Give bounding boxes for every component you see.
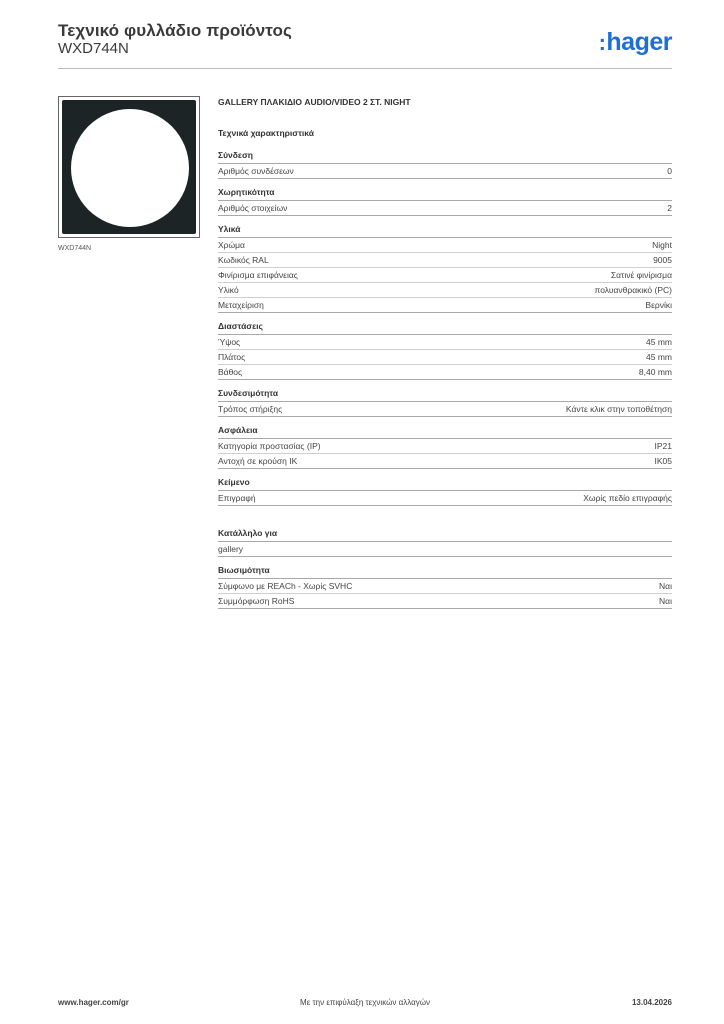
spec-label: Αριθμός στοιχείων <box>218 203 288 213</box>
logo-text: hager <box>606 28 672 56</box>
spec-row <box>218 238 672 253</box>
spec-group-title: Κείμενο <box>218 475 672 491</box>
spec-group-title: Χωρητικότητα <box>218 185 672 201</box>
spec-label: Επιγραφή <box>218 493 256 503</box>
spec-row <box>218 439 672 454</box>
document-title: Τεχνικό φυλλάδιο προϊόντος <box>58 21 292 40</box>
spec-label: Υλικό <box>218 285 239 295</box>
product-image <box>58 96 200 238</box>
spec-row <box>218 542 672 557</box>
spec-value: Κάντε κλικ στην τοποθέτηση <box>565 404 672 414</box>
section-heading: Τεχνικά χαρακτηριστικά <box>218 128 314 138</box>
spec-label: gallery <box>218 544 244 554</box>
footer-note: Με την επιφύλαξη τεχνικών αλλαγών <box>300 998 430 1007</box>
spec-value: IP21 <box>654 441 672 451</box>
spec-value: 45 mm <box>646 352 672 362</box>
spec-label: Κατηγορία προστασίας (IP) <box>218 441 321 451</box>
spec-group-title: Βιωσιμότητα <box>218 563 672 579</box>
spec-value: 0 <box>667 166 672 176</box>
spec-row <box>218 268 672 283</box>
spec-label: Βάθος <box>218 367 243 377</box>
spec-row <box>218 454 672 469</box>
spec-row <box>218 579 672 594</box>
spec-value: 2 <box>667 203 672 213</box>
logo-mark-icon: : <box>598 30 606 55</box>
spec-label: Αριθμός συνδέσεων <box>218 166 294 176</box>
hager-logo[interactable] <box>599 28 672 57</box>
plate-opening <box>71 109 189 227</box>
spec-row <box>218 164 672 179</box>
spec-group-title: Ασφάλεια <box>218 423 672 439</box>
spec-group-title: Διαστάσεις <box>218 319 672 335</box>
spec-row <box>218 594 672 609</box>
footer-url[interactable]: www.hager.com/gr <box>58 998 129 1007</box>
spec-row <box>218 335 672 350</box>
spec-label: Τρόπος στήριξης <box>218 404 283 414</box>
spec-value: IK05 <box>654 456 672 466</box>
spec-row <box>218 283 672 298</box>
spec-value: Βερνίκι <box>645 300 672 310</box>
header-divider <box>58 68 672 69</box>
spec-value: Σατινέ φινίρισμα <box>610 270 672 280</box>
spec-label: Πλάτος <box>218 352 246 362</box>
spec-row <box>218 365 672 380</box>
spec-row <box>218 350 672 365</box>
product-image-caption: WXD744N <box>58 245 92 252</box>
spec-value: 8,40 mm <box>638 367 672 377</box>
spec-content <box>218 96 672 609</box>
cover-plate <box>62 100 196 234</box>
spec-row <box>218 201 672 216</box>
spec-group-title: Υλικά <box>218 222 672 238</box>
spec-row <box>218 402 672 417</box>
spec-label: Μεταχείριση <box>218 300 264 310</box>
spec-value: 9005 <box>653 255 672 265</box>
spec-value: 45 mm <box>646 337 672 347</box>
spec-groups <box>218 148 672 609</box>
spec-group-title: Κατάλληλο για <box>218 526 672 542</box>
spec-row <box>218 253 672 268</box>
product-code: WXD744N <box>58 40 129 57</box>
footer-date: 13.04.2026 <box>631 998 672 1007</box>
product-name: GALLERY ΠΛΑΚΙΔΙΟ AUDIO/VIDEO 2 ΣΤ. NIGHT <box>218 97 411 107</box>
spec-value: πολυανθρακικό (PC) <box>594 285 672 295</box>
spec-value: Χωρίς πεδίο επιγραφής <box>583 493 672 503</box>
spec-label: Κωδικός RAL <box>218 255 269 265</box>
spec-label: Συμμόρφωση RoHS <box>218 596 295 606</box>
spec-group-title: Σύνδεση <box>218 148 672 164</box>
spec-label: Αντοχή σε κρούση IK <box>218 456 298 466</box>
spec-label: Ύψος <box>218 337 241 347</box>
spec-value: Ναι <box>659 581 672 591</box>
spec-value: Ναι <box>659 596 672 606</box>
spec-label: Χρώμα <box>218 240 245 250</box>
spec-group-title: Συνδεσιμότητα <box>218 386 672 402</box>
spec-row <box>218 298 672 313</box>
spec-label: Σύμφωνο με REACh - Χωρίς SVHC <box>218 581 353 591</box>
spec-value: Night <box>652 240 672 250</box>
spec-label: Φινίρισμα επιφάνειας <box>218 270 298 280</box>
spec-row <box>218 491 672 506</box>
